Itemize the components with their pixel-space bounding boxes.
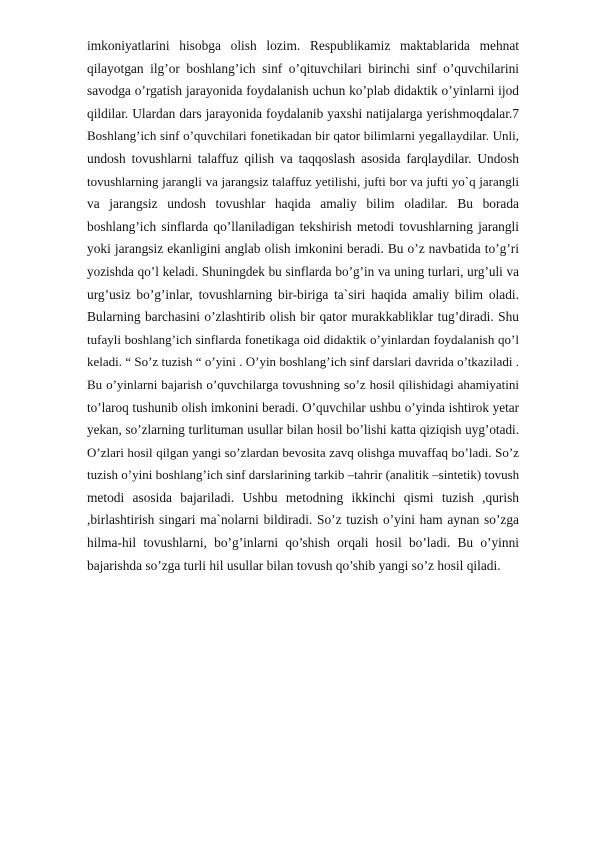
text-line-8: va jarangsiz undosh tovushlar haqida amaliy bilim oladilar. Bu borada <box>87 196 519 212</box>
text-line-23: hilma-hil tovushlarni, bo’g’inlarni qo’shish orqali hosil bo’ladi. Bu o’yinni <box>87 535 519 551</box>
text-line-21: metodi asosida bajariladi. Ushbu metodning ikkinchi qismi tuzish ,qurish <box>87 489 519 505</box>
text-line-15: keladi. “ So’z tuzish “ o’yini . O’yin boshlang’ich sinf darslari davrida o’tkaziladi . <box>87 354 519 370</box>
text-line-7: tovushlarning jarangli va jarangsiz talaffuz yetilishi, jufti bor va jufti yo`q jarangli <box>87 173 519 189</box>
text-line-16: Bu o’yinlarni bajarish o’quvchilarga tovushning so’z hosil qilishidagi ahamiyatini <box>87 376 519 392</box>
text-line-4: qildilar. Ulardan dars jarayonida foydalanib yaxshi natijalarga yerishmoqdalar.7 <box>87 105 519 121</box>
text-line-10: yoki jarangsiz ekanligini anglab olish imkonini beradi. Bu o’z navbatida to’g’ri <box>87 241 519 257</box>
text-line-14: tufayli boshlang’ich sinflarda fonetikaga oid didaktik o’yinlardan foydalanish qo’l <box>87 331 519 347</box>
body-paragraph <box>87 35 519 577</box>
text-line-9: boshlang’ich sinflarda qo’llaniladigan tekshirish metodi tovushlarning jarangli <box>87 218 519 234</box>
text-line-17: to’laroq tushunib olish imkonini beradi. O’quvchilar ushbu o’yinda ishtirok yetar <box>87 399 519 415</box>
text-line-3: savodga o’rgatish jarayonida foydalanish uchun ko’plab didaktik o’yinlarni ijod <box>87 83 519 99</box>
text-line-22: ,birlashtirish singari ma`nolarni bildiradi. So’z tuzish o’yini ham aynan so’zga <box>87 512 519 528</box>
text-line-2: qilayotgan ilg’or boshlang’ich sinf o’qituvchilari birinchi sinf o’quvchilarini <box>87 60 519 76</box>
text-line-20: tuzish o’yini boshlang’ich sinf darslarining tarkib –tahrir (analitik –sintetik) tovush <box>87 467 520 483</box>
text-line-6: undosh tovushlarni talaffuz qilish va taqqoslash asosida farqlaydilar. Undosh <box>87 150 519 166</box>
text-line-24: bajarishda so’zga turli hil usullar bilan tovush qo’shib yangi so’z hosil qiladi. <box>87 557 501 573</box>
text-line-5: Boshlang’ich sinf o’quvchilari fonetikadan bir qator bilimlarni yegallaydilar. Unli, <box>87 128 519 144</box>
text-line-18: yekan, so’zlarning turlituman usullar bilan hosil bo’lishi katta qiziqish uyg’otadi. <box>87 422 519 438</box>
text-line-11: yozishda qo’l keladi. Shuningdek bu sinflarda bo’g’in va uning turlari, urg’uli va <box>87 263 519 279</box>
text-line-1: imkoniyatlarini hisobga olish lozim. Respublikamiz maktablarida mehnat <box>87 38 519 53</box>
text-line-12: urg’usiz bo’g’inlar, tovushlarning bir-biriga ta`siri haqida amaliy bilim oladi. <box>87 286 519 302</box>
text-line-13: Bularning barchasini o’zlashtirib olish bir qator murakkabliklar tug’diradi. Shu <box>87 309 519 325</box>
text-line-19: O’zlari hosil qilgan yangi so’zlardan bevosita zavq olishga muvaffaq bo’ladi. So’z <box>87 444 519 460</box>
